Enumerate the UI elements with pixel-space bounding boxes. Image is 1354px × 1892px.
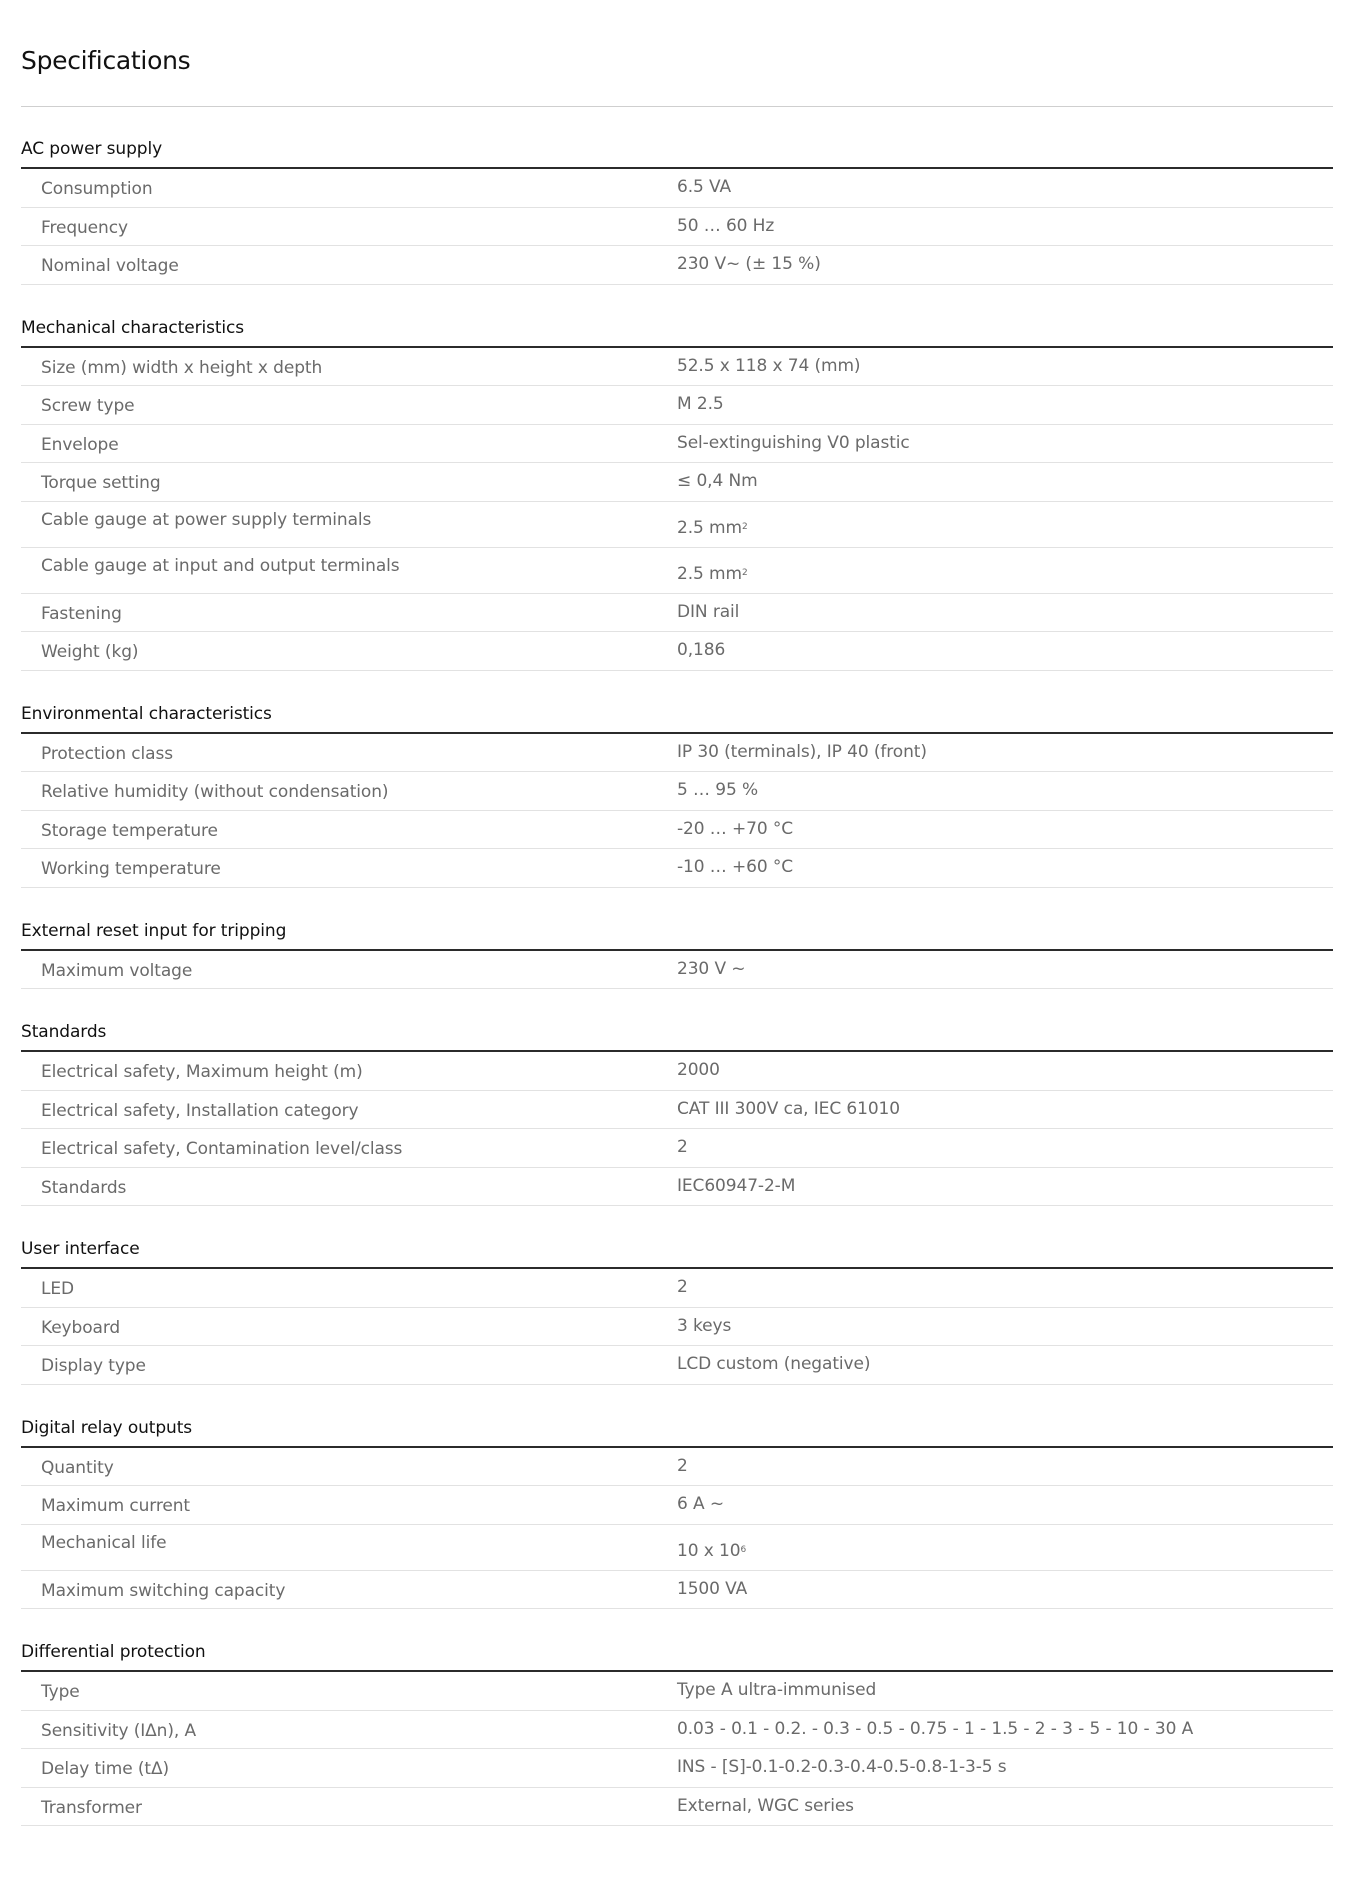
spec-label: Screw type bbox=[41, 396, 135, 416]
spec-label: Envelope bbox=[41, 434, 119, 455]
spec-value bbox=[677, 1456, 688, 1476]
spec-label: Standards bbox=[41, 1177, 127, 1198]
spec-label: Electrical safety, Installation category bbox=[41, 1100, 359, 1121]
spec-label: Cable gauge at power supply terminals bbox=[41, 509, 372, 530]
spec-row bbox=[21, 246, 1333, 285]
spec-label: Protection class bbox=[41, 743, 174, 764]
section-title: Differential protection bbox=[21, 1642, 206, 1662]
spec-label: Transformer bbox=[41, 1797, 142, 1818]
spec-row bbox=[21, 1129, 1333, 1168]
spec-value bbox=[677, 819, 793, 839]
spec-label: Nominal voltage bbox=[41, 256, 179, 276]
spec-label: Maximum current bbox=[41, 1496, 190, 1516]
spec-row bbox=[21, 1749, 1333, 1788]
spec-value-text: M 2.5 bbox=[677, 394, 724, 414]
section-title: Mechanical characteristics bbox=[21, 317, 245, 338]
spec-section bbox=[21, 285, 1333, 671]
spec-row bbox=[21, 951, 1333, 990]
spec-value bbox=[677, 177, 731, 197]
spec-value-text: ≤ 0,4 Nm bbox=[677, 471, 758, 491]
spec-row bbox=[21, 1346, 1333, 1385]
spec-value-text: IEC60947-2-M bbox=[677, 1175, 796, 1196]
section-header bbox=[21, 285, 1333, 348]
spec-value-text: 2 bbox=[677, 1277, 688, 1297]
spec-value-text: 50 … 60 Hz bbox=[677, 215, 775, 236]
spec-value bbox=[677, 1541, 746, 1561]
spec-value-text: LCD custom (negative) bbox=[677, 1354, 871, 1374]
spec-row bbox=[21, 1486, 1333, 1525]
spec-sections bbox=[21, 107, 1333, 1826]
spec-row bbox=[21, 502, 1333, 548]
spec-value-text: Sel-extinguishing V0 plastic bbox=[677, 432, 910, 453]
spec-value-text: 2.5 mm bbox=[677, 517, 742, 538]
spec-value bbox=[677, 1796, 854, 1816]
spec-value-text: 6.5 VA bbox=[677, 177, 732, 197]
spec-value-text: 1500 VA bbox=[677, 1578, 748, 1599]
spec-label: Cable gauge at input and output terminals bbox=[41, 555, 400, 576]
spec-value bbox=[677, 959, 745, 979]
spec-row bbox=[21, 811, 1333, 850]
spec-row bbox=[21, 1525, 1333, 1571]
spec-row bbox=[21, 849, 1333, 888]
spec-row bbox=[21, 548, 1333, 594]
page-title: Specifications bbox=[21, 46, 191, 75]
spec-label: Consumption bbox=[41, 179, 153, 199]
spec-row bbox=[21, 734, 1333, 773]
spec-value bbox=[677, 1719, 1193, 1739]
spec-row bbox=[21, 1672, 1333, 1711]
spec-value-text: 5 … 95 % bbox=[677, 780, 759, 800]
spec-value-text: 52.5 x 118 x 74 (mm) bbox=[677, 355, 861, 376]
spec-label: Quantity bbox=[41, 1457, 114, 1478]
spec-value bbox=[677, 602, 739, 622]
spec-value bbox=[677, 1277, 688, 1297]
spec-row bbox=[21, 1052, 1333, 1091]
spec-row bbox=[21, 425, 1333, 464]
spec-section bbox=[21, 1206, 1333, 1385]
spec-row bbox=[21, 1168, 1333, 1207]
spec-row bbox=[21, 1711, 1333, 1750]
spec-value bbox=[677, 1099, 900, 1119]
spec-value-superscript: 2 bbox=[741, 567, 748, 578]
spec-label: Electrical safety, Contamination level/class bbox=[41, 1139, 403, 1159]
spec-value-text: 230 V~ (± 15 %) bbox=[677, 254, 821, 274]
spec-value-text: Type A ultra-immunised bbox=[677, 1680, 877, 1700]
spec-value-text: -10 … +60 °C bbox=[677, 857, 794, 877]
spec-label: Fastening bbox=[41, 603, 122, 624]
spec-row bbox=[21, 1448, 1333, 1487]
spec-label: Relative humidity (without condensation) bbox=[41, 782, 389, 802]
spec-label: Weight (kg) bbox=[41, 642, 139, 662]
spec-value bbox=[677, 780, 758, 800]
spec-section bbox=[21, 107, 1333, 285]
spec-value-text: IP 30 (terminals), IP 40 (front) bbox=[677, 741, 927, 762]
spec-value bbox=[677, 1137, 688, 1157]
spec-label: Maximum switching capacity bbox=[41, 1580, 286, 1601]
spec-value bbox=[677, 518, 748, 538]
spec-label: LED bbox=[41, 1279, 75, 1299]
spec-label: Type bbox=[41, 1682, 80, 1702]
section-header bbox=[21, 989, 1333, 1052]
spec-value-text: 2 bbox=[677, 1137, 688, 1157]
section-title: User interface bbox=[21, 1239, 140, 1259]
spec-value bbox=[677, 564, 748, 584]
spec-label: Torque setting bbox=[41, 473, 161, 493]
spec-value bbox=[677, 1757, 1007, 1777]
spec-row bbox=[21, 1269, 1333, 1308]
spec-value-text: 6 A ~ bbox=[677, 1494, 724, 1514]
spec-value bbox=[677, 1176, 795, 1196]
spec-value bbox=[677, 857, 793, 877]
spec-value bbox=[677, 1494, 724, 1514]
spec-value-text: 2.5 mm bbox=[677, 563, 742, 584]
spec-value bbox=[677, 254, 821, 274]
spec-value-text: 0,186 bbox=[677, 640, 726, 660]
section-title: AC power supply bbox=[21, 139, 163, 159]
spec-value bbox=[677, 1354, 870, 1374]
spec-label: Keyboard bbox=[41, 1317, 121, 1338]
spec-row bbox=[21, 1308, 1333, 1347]
section-title: Digital relay outputs bbox=[21, 1417, 193, 1438]
spec-value-text: 230 V ~ bbox=[677, 958, 746, 979]
spec-section bbox=[21, 989, 1333, 1206]
spec-value bbox=[677, 471, 758, 491]
spec-row bbox=[21, 169, 1333, 208]
spec-section bbox=[21, 1609, 1333, 1826]
spec-value-superscript: 6 bbox=[740, 1544, 747, 1555]
spec-label: Maximum voltage bbox=[41, 960, 193, 981]
spec-value bbox=[677, 356, 860, 376]
spec-section bbox=[21, 671, 1333, 888]
spec-label: Sensitivity (IΔn), A bbox=[41, 1720, 197, 1741]
spec-value bbox=[677, 1060, 720, 1080]
spec-value bbox=[677, 216, 774, 236]
spec-value bbox=[677, 742, 927, 762]
spec-label: Display type bbox=[41, 1356, 146, 1376]
section-title: Environmental characteristics bbox=[21, 703, 272, 724]
spec-row bbox=[21, 1571, 1333, 1610]
spec-value-text: -20 … +70 °C bbox=[677, 818, 794, 839]
spec-value-text: External, WGC series bbox=[677, 1795, 854, 1816]
section-title: Standards bbox=[21, 1022, 107, 1042]
section-title: External reset input for tripping bbox=[21, 920, 287, 941]
spec-row bbox=[21, 1788, 1333, 1827]
section-header bbox=[21, 1609, 1333, 1672]
spec-label: Delay time (tΔ) bbox=[41, 1759, 170, 1779]
spec-value-text: 10 x 10 bbox=[677, 1540, 741, 1561]
spec-label: Mechanical life bbox=[41, 1532, 167, 1553]
spec-label: Size (mm) width x height x depth bbox=[41, 357, 323, 378]
section-header bbox=[21, 1385, 1333, 1448]
spec-section bbox=[21, 888, 1333, 990]
section-header bbox=[21, 107, 1333, 169]
section-header bbox=[21, 671, 1333, 734]
spec-value-text: 0.03 - 0.1 - 0.2. - 0.3 - 0.5 - 0.75 - 1 - 1.5 - 2 - 3 - 5 - 10 - 30 A bbox=[677, 1718, 1194, 1739]
spec-value bbox=[677, 394, 724, 414]
spec-value-text: INS - [S]-0.1-0.2-0.3-0.4-0.5-0.8-1-3-5 s bbox=[677, 1757, 1007, 1777]
spec-value-text: 2000 bbox=[677, 1060, 720, 1080]
section-header bbox=[21, 888, 1333, 951]
spec-row bbox=[21, 348, 1333, 387]
spec-row bbox=[21, 463, 1333, 502]
spec-value bbox=[677, 1579, 747, 1599]
spec-value-superscript: 2 bbox=[741, 521, 748, 532]
spec-value-text: 3 keys bbox=[677, 1315, 732, 1336]
spec-row bbox=[21, 594, 1333, 633]
section-header bbox=[21, 1206, 1333, 1269]
spec-row bbox=[21, 772, 1333, 811]
spec-row bbox=[21, 1091, 1333, 1130]
spec-value bbox=[677, 1680, 876, 1700]
spec-label: Frequency bbox=[41, 217, 128, 238]
spec-value-text: DIN rail bbox=[677, 601, 740, 622]
spec-row bbox=[21, 386, 1333, 425]
spec-row bbox=[21, 632, 1333, 671]
spec-label: Storage temperature bbox=[41, 820, 218, 841]
spec-row bbox=[21, 208, 1333, 247]
spec-label: Electrical safety, Maximum height (m) bbox=[41, 1062, 363, 1082]
spec-value-text: 2 bbox=[677, 1455, 688, 1476]
spec-value bbox=[677, 640, 725, 660]
spec-value bbox=[677, 1316, 731, 1336]
spec-value-text: CAT III 300V ca, IEC 61010 bbox=[677, 1098, 900, 1119]
spec-label: Working temperature bbox=[41, 859, 221, 879]
spec-section bbox=[21, 1385, 1333, 1610]
spec-value bbox=[677, 433, 910, 453]
